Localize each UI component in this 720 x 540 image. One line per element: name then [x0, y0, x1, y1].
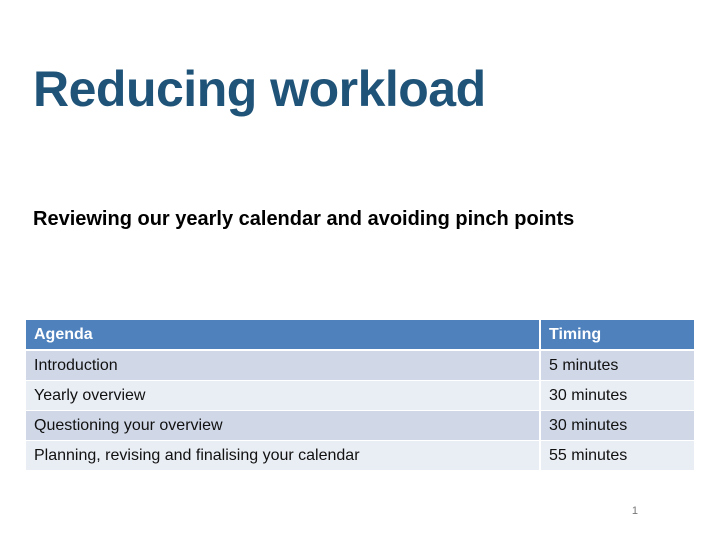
timing-value: 30 minutes: [540, 411, 694, 441]
table-header-row: [26, 320, 694, 350]
slide-title: Reducing workload: [33, 61, 486, 117]
page-number: 1: [631, 505, 638, 517]
header-timing: Timing: [540, 320, 694, 350]
timing-value: 55 minutes: [540, 441, 694, 471]
agenda-item: Planning, revising and finalising your calendar: [26, 441, 540, 471]
timing-value: 30 minutes: [540, 381, 694, 411]
table-row: [26, 350, 694, 381]
timing-value: 5 minutes: [540, 350, 694, 381]
agenda-item: Yearly overview: [26, 381, 540, 411]
slide-subtitle: Reviewing our yearly calendar and avoiding pinch points: [33, 208, 575, 230]
table-row: [26, 441, 694, 471]
agenda-item: Introduction: [26, 350, 540, 381]
table-row: [26, 411, 694, 441]
agenda-item: Questioning your overview: [26, 411, 540, 441]
table-row: [26, 381, 694, 411]
header-agenda: Agenda: [26, 320, 540, 350]
agenda-table: [26, 320, 694, 471]
